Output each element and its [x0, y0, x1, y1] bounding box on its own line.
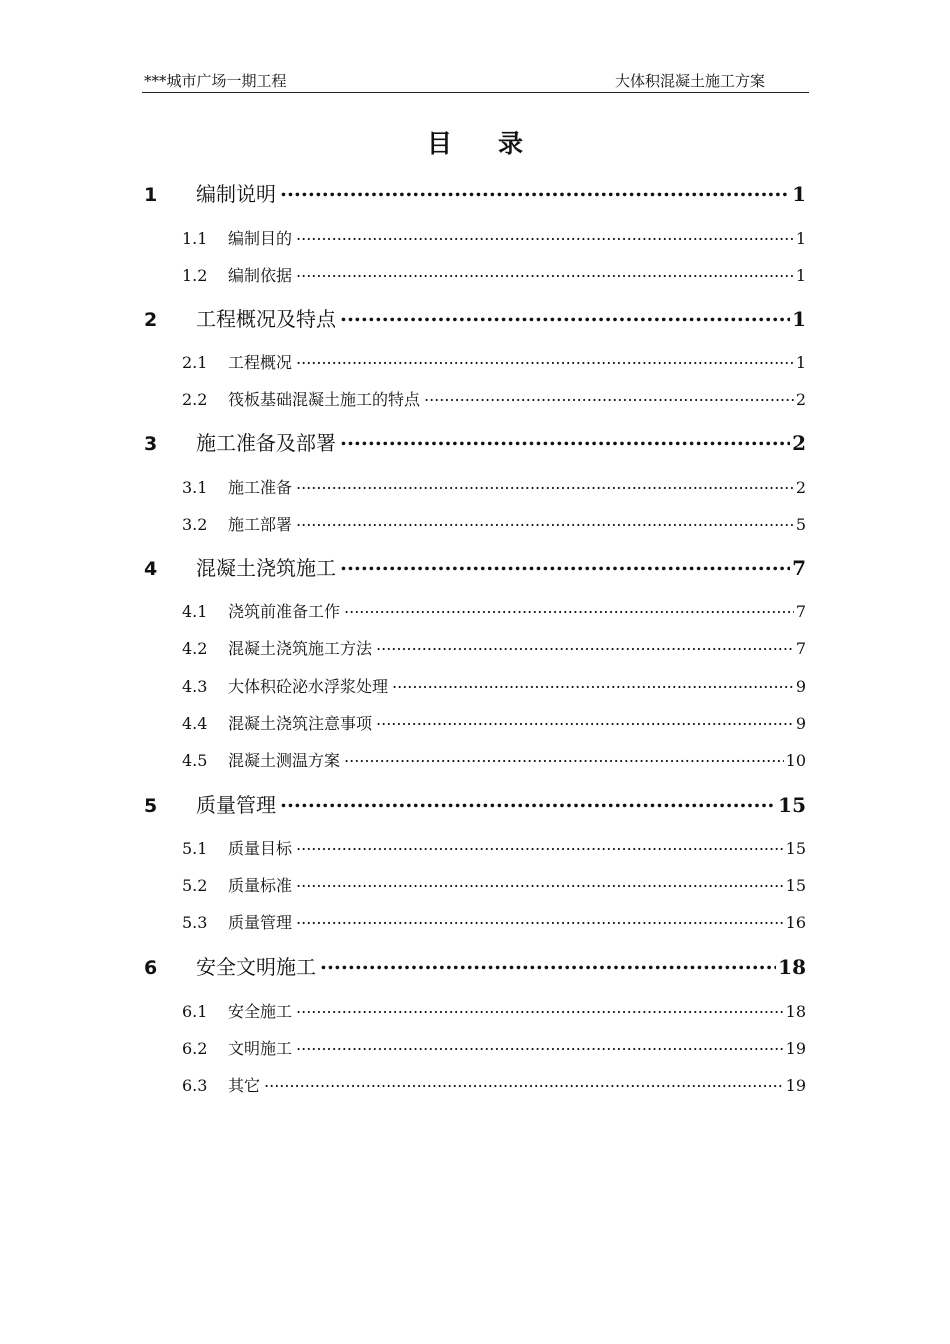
toc-section-entry[interactable]: [182, 636, 806, 659]
toc-entry-number: 2: [144, 309, 158, 331]
toc-entry-page: 9: [795, 677, 806, 696]
toc-entry-label: 文明施工: [228, 1039, 293, 1058]
toc-entry-page: 16: [785, 913, 806, 932]
toc-entry-label: 编制说明: [196, 182, 276, 206]
toc-entry-number: 4: [144, 558, 158, 580]
toc-leader-dots: [344, 601, 794, 617]
toc-leader-dots: [424, 389, 794, 405]
toc-section-entry[interactable]: [182, 350, 806, 373]
toc-leader-dots: [296, 1001, 784, 1017]
toc-chapter-entry[interactable]: [144, 951, 806, 980]
toc-leader-dots: [296, 228, 794, 244]
toc-entry-number: 6.3: [182, 1076, 208, 1095]
toc-leader-dots: [344, 750, 784, 766]
toc-entry-page: 2: [792, 431, 806, 455]
toc-leader-dots: [392, 676, 794, 692]
toc-section-entry[interactable]: [182, 512, 806, 535]
toc-entry-number: 5.1: [182, 839, 208, 858]
toc-entry-page: 15: [778, 793, 806, 817]
toc-entry-page: 10: [785, 751, 806, 770]
toc-section-entry[interactable]: [182, 711, 806, 734]
toc-entry-page: 1: [795, 266, 806, 285]
toc-entry-number: 4.3: [182, 677, 208, 696]
toc-entry-page: 19: [785, 1039, 806, 1058]
toc-entry-label: 浇筑前准备工作: [228, 602, 341, 621]
toc-entry-number: 4.2: [182, 639, 208, 658]
toc-entry-label: 质量管理: [228, 913, 293, 932]
toc-entry-page: 5: [795, 515, 806, 534]
toc-entry-number: 2.1: [182, 353, 208, 372]
toc-section-entry[interactable]: [182, 836, 806, 859]
toc-entry-label: 施工准备及部署: [196, 431, 336, 455]
toc-entry-label: 质量目标: [228, 839, 293, 858]
toc-leader-dots: [280, 181, 790, 201]
toc-chapter-entry[interactable]: [144, 178, 806, 207]
toc-entry-number: 3.1: [182, 478, 208, 497]
toc-leader-dots: [376, 713, 794, 729]
toc-entry-label: 混凝土测温方案: [228, 751, 341, 770]
toc-entry-label: 编制依据: [228, 266, 293, 285]
toc-section-entry[interactable]: [182, 1036, 806, 1059]
toc-entry-page: 7: [795, 639, 806, 658]
toc-entry-label: 安全施工: [228, 1002, 293, 1021]
toc-entry-number: 6: [144, 957, 158, 979]
toc-section-entry[interactable]: [182, 910, 806, 933]
toc-entry-label: 质量管理: [196, 793, 276, 817]
page-header: [142, 64, 809, 93]
toc-entry-page: 1: [795, 353, 806, 372]
toc-section-entry[interactable]: [182, 748, 806, 771]
toc-leader-dots: [320, 954, 776, 974]
toc-entry-page: 9: [795, 714, 806, 733]
toc-leader-dots: [296, 838, 784, 854]
toc-entry-page: 7: [795, 602, 806, 621]
toc-chapter-entry[interactable]: [144, 427, 806, 456]
toc-entry-label: 工程概况: [228, 353, 293, 372]
toc-section-entry[interactable]: [182, 475, 806, 498]
toc-entry-label: 安全文明施工: [196, 955, 316, 979]
toc-title: 目录: [426, 129, 569, 158]
toc-entry-page: 1: [792, 182, 806, 206]
toc-entry-number: 1.2: [182, 266, 208, 285]
toc-section-entry[interactable]: [182, 999, 806, 1022]
toc-entry-number: 3: [144, 433, 158, 455]
toc-entry-page: 7: [792, 556, 806, 580]
toc-entry-label: 施工部署: [228, 515, 293, 534]
toc-section-entry[interactable]: [182, 387, 806, 410]
toc-leader-dots: [340, 430, 790, 450]
toc-section-entry[interactable]: [182, 873, 806, 896]
toc-entry-number: 4.5: [182, 751, 208, 770]
toc-section-entry[interactable]: [182, 599, 806, 622]
header-project-name: ***城市广场一期工程: [144, 72, 287, 90]
toc-leader-dots: [376, 638, 794, 654]
toc-entry-number: 4.1: [182, 602, 208, 621]
toc-leader-dots: [296, 875, 784, 891]
toc-leader-dots: [264, 1075, 784, 1091]
toc-entry-label: 其它: [228, 1076, 261, 1095]
toc-leader-dots: [340, 555, 790, 575]
toc-leader-dots: [340, 306, 790, 326]
toc-entry-page: 18: [778, 955, 806, 979]
toc-entry-label: 混凝土浇筑注意事项: [228, 714, 373, 733]
toc-leader-dots: [296, 912, 784, 928]
toc-section-entry[interactable]: [182, 263, 806, 286]
toc-leader-dots: [280, 792, 776, 812]
toc-entry-label: 质量标准: [228, 876, 293, 895]
toc-entry-number: 1: [144, 184, 158, 206]
toc-entry-label: 施工准备: [228, 478, 293, 497]
toc-entry-number: 6.1: [182, 1002, 208, 1021]
toc-entry-label: 混凝土浇筑施工方法: [228, 639, 373, 658]
toc-entry-number: 4.4: [182, 714, 208, 733]
toc-section-entry[interactable]: [182, 1073, 806, 1096]
toc-entry-label: 筏板基础混凝土施工的特点: [228, 390, 421, 409]
header-document-name: 大体积混凝土施工方案: [614, 72, 765, 90]
toc-entry-page: 15: [785, 876, 806, 895]
toc-section-entry[interactable]: [182, 226, 806, 249]
toc-entry-number: 5.2: [182, 876, 208, 895]
toc-entry-label: 工程概况及特点: [196, 307, 336, 331]
toc-entry-page: 1: [792, 307, 806, 331]
toc-entry-page: 2: [795, 478, 806, 497]
toc-entry-number: 3.2: [182, 515, 208, 534]
toc-entry-number: 5.3: [182, 913, 208, 932]
toc-entry-number: 1.1: [182, 229, 208, 248]
toc-entry-number: 6.2: [182, 1039, 208, 1058]
toc-entry-page: 18: [785, 1002, 806, 1021]
toc-leader-dots: [296, 1038, 784, 1054]
toc-chapter-entry[interactable]: [144, 552, 806, 581]
toc-entry-page: 19: [785, 1076, 806, 1095]
toc-leader-dots: [296, 477, 794, 493]
toc-chapter-entry[interactable]: [144, 789, 806, 818]
toc-entry-label: 大体积砼泌水浮浆处理: [228, 677, 389, 696]
toc-entry-number: 2.2: [182, 390, 208, 409]
toc-entry-label: 编制目的: [228, 229, 293, 248]
toc-leader-dots: [296, 514, 794, 530]
toc-chapter-entry[interactable]: [144, 303, 806, 332]
toc-entry-page: 2: [795, 390, 806, 409]
toc-entry-page: 15: [785, 839, 806, 858]
toc-entry-label: 混凝土浇筑施工: [196, 556, 336, 580]
toc-section-entry[interactable]: [182, 674, 806, 697]
toc-entry-number: 5: [144, 795, 158, 817]
toc-leader-dots: [296, 265, 794, 281]
toc-leader-dots: [296, 352, 794, 368]
toc-entry-page: 1: [795, 229, 806, 248]
